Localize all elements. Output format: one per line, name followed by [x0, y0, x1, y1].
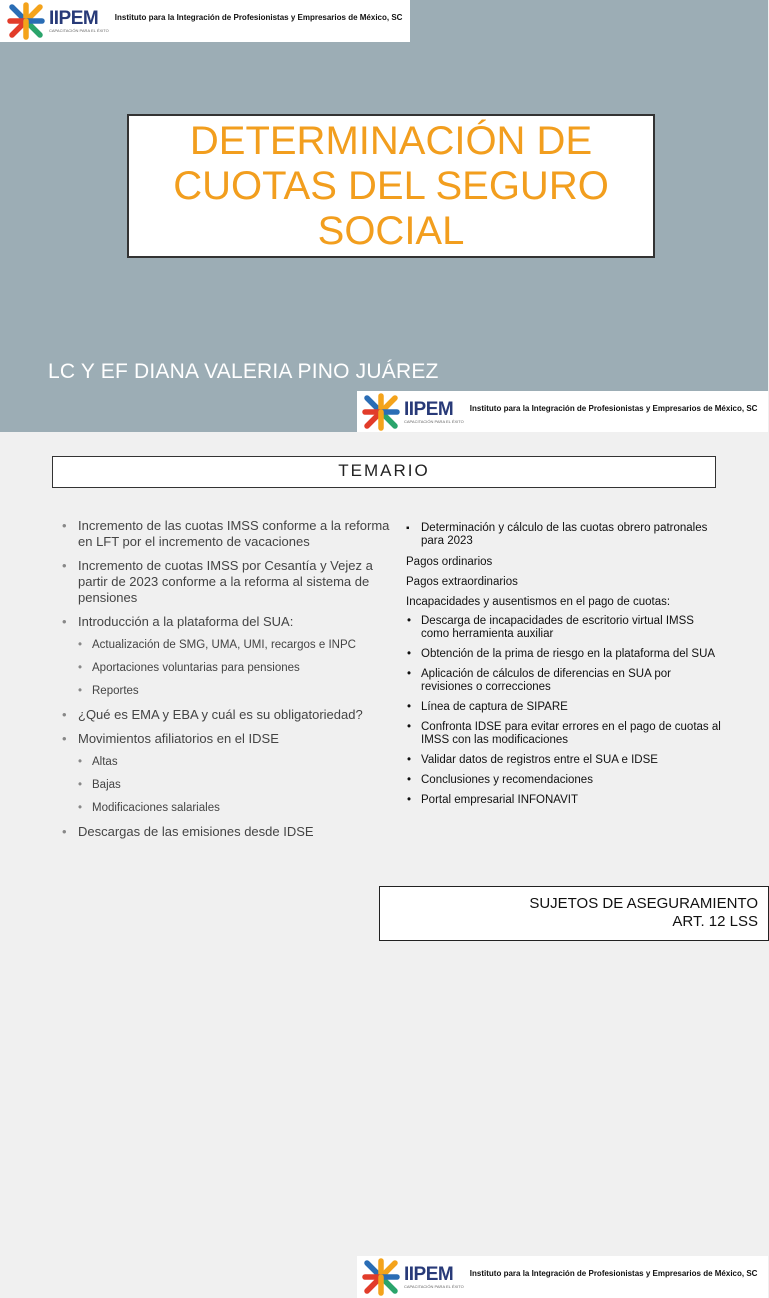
- slide-sujetos: [0, 864, 768, 1024]
- logo-institute-name: Instituto para la Integración de Profesionistas y Empresarios de México, SC: [469, 1268, 758, 1278]
- logo-tagline: CAPACITACIÓN PARA EL ÉXITO: [404, 418, 464, 424]
- logo-brand-name: IIPEM: [404, 1263, 454, 1285]
- cover-title-line-3: SOCIAL: [317, 208, 465, 253]
- temario-heading: Pagos extraordinarios: [406, 576, 518, 588]
- iipem-logo-icon: [361, 1257, 401, 1297]
- temario-item: • Línea de captura de SIPARE: [406, 701, 724, 714]
- temario-item: • ¿Qué es EMA y EBA y cuál es su obligatoriedad?: [60, 707, 390, 723]
- temario-right-column: [406, 522, 724, 814]
- logo-brand-name: IIPEM: [404, 398, 454, 420]
- temario-left-list: [60, 518, 390, 840]
- temario-item: ▪ Determinación y cálculo de las cuotas obrero patronales para 2023: [406, 522, 724, 548]
- temario-item: • Incremento de las cuotas IMSS conforme a la reforma en LFT por el incremento de vacaciones: [60, 518, 390, 550]
- temario-heading: Pagos ordinarios: [406, 556, 493, 568]
- cover-title: [173, 119, 609, 254]
- author-name: LC Y EF DIANA VALERIA PINO JUÁREZ: [48, 360, 439, 383]
- sujetos-title-line-1: SUJETOS DE ASEGURAMIENTO: [529, 895, 758, 912]
- temario-subitem: • Altas: [60, 755, 390, 769]
- temario-subitem: • Bajas: [60, 778, 390, 792]
- temario-heading: Incapacidades y ausentismos en el pago de cuotas:: [406, 596, 671, 608]
- iipem-logo-banner: [357, 391, 768, 433]
- iipem-logo-icon: [361, 392, 401, 432]
- logo-institute-name: Instituto para la Integración de Profesionistas y Empresarios de México, SC: [469, 403, 758, 413]
- cover-title-line-1: DETERMINACIÓN DE: [189, 118, 593, 163]
- temario-item: • Confronta IDSE para evitar errores en el pago de cuotas al IMSS con las modificaciones: [406, 721, 724, 747]
- sujetos-title-box: [379, 886, 769, 941]
- iipem-logo-banner: [0, 0, 410, 42]
- iipem-logo-icon: [6, 1, 46, 41]
- sujetos-title-line-2: ART. 12 LSS: [672, 913, 758, 930]
- slide-cover: [0, 0, 768, 432]
- cover-title-box: [127, 114, 655, 258]
- cover-title-line-2: CUOTAS DEL SEGURO: [173, 163, 609, 208]
- temario-item: • Aplicación de cálculos de diferencias en SUA por revisiones o correcciones: [406, 668, 724, 694]
- temario-subitem: • Reportes: [60, 684, 390, 698]
- temario-subitem: • Modificaciones salariales: [60, 801, 390, 815]
- logo-tagline: CAPACITACIÓN PARA EL ÉXITO: [49, 27, 109, 33]
- temario-item: • Validar datos de registros entre el SUA e IDSE: [406, 754, 724, 767]
- logo-institute-name: Instituto para la Integración de Profesionistas y Empresarios de México, SC: [114, 12, 403, 22]
- logo-brand-name: IIPEM: [49, 7, 99, 29]
- iipem-logo-banner: [357, 1256, 768, 1298]
- temario-item: • Incremento de cuotas IMSS por Cesantía y Vejez a partir de 2023 conforme a la reforma al sistema de pensiones: [60, 558, 390, 606]
- temario-item: • Portal empresarial INFONAVIT: [406, 794, 724, 807]
- temario-item: • Conclusiones y recomendaciones: [406, 774, 724, 787]
- temario-item: • Introducción a la plataforma del SUA:: [60, 614, 390, 630]
- temario-left-column: [60, 518, 390, 848]
- logo-tagline: CAPACITACIÓN PARA EL ÉXITO: [404, 1283, 464, 1289]
- temario-header: TEMARIO: [52, 456, 716, 488]
- temario-item: • Descargas de las emisiones desde IDSE: [60, 824, 390, 840]
- temario-item: • Obtención de la prima de riesgo en la plataforma del SUA: [406, 648, 724, 661]
- temario-item: • Movimientos afiliatorios en el IDSE: [60, 731, 390, 747]
- temario-item: • Descarga de incapacidades de escritorio virtual IMSS como herramienta auxiliar: [406, 615, 724, 641]
- temario-subitem: • Actualización de SMG, UMA, UMI, recargos e INPC: [60, 638, 390, 652]
- temario-subitem: • Aportaciones voluntarias para pensiones: [60, 661, 390, 675]
